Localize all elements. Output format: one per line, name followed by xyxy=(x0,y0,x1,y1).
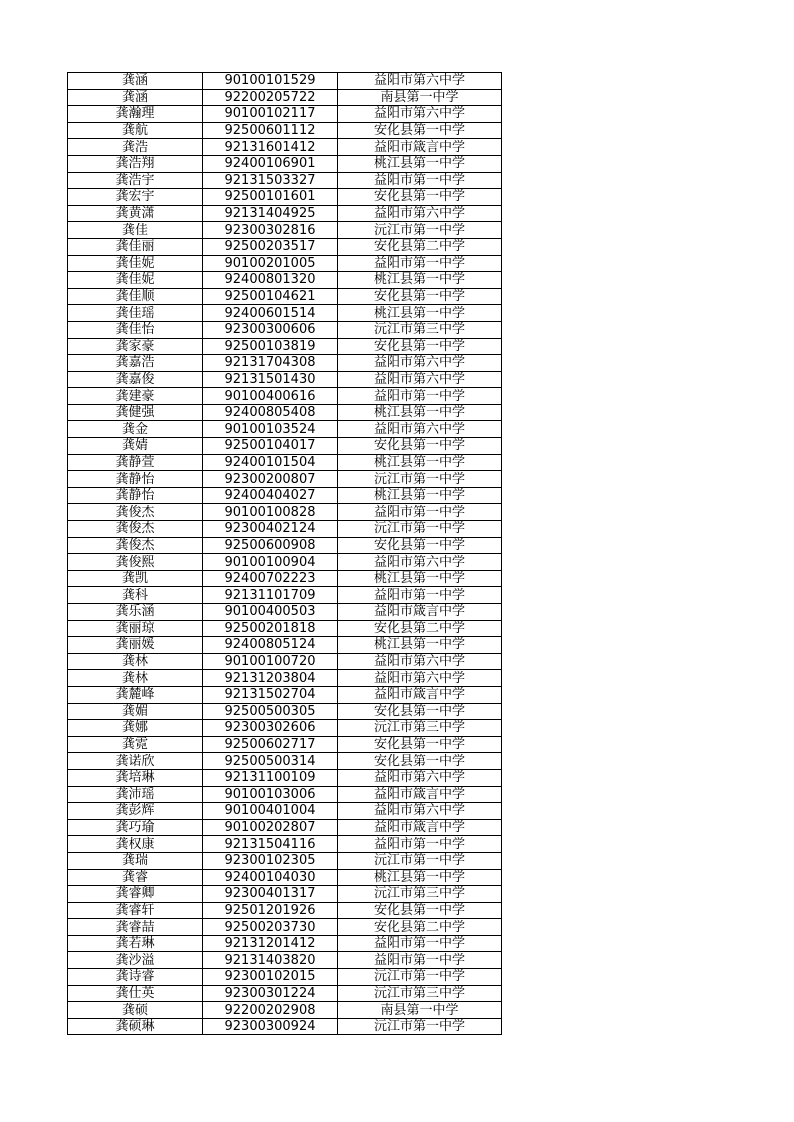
table-row xyxy=(68,471,502,488)
school-cell: 安化县第一中学 xyxy=(338,902,502,919)
school-cell: 安化县第一中学 xyxy=(338,122,502,139)
table-row xyxy=(68,952,502,969)
name-cell: 龚建豪 xyxy=(68,388,203,405)
name-cell: 龚睿 xyxy=(68,869,203,886)
table-row xyxy=(68,238,502,255)
table-row xyxy=(68,172,502,189)
table-row xyxy=(68,570,502,587)
exam-id-cell: 92400106901 xyxy=(203,155,338,172)
exam-id-cell: 92131203804 xyxy=(203,670,338,687)
table-row xyxy=(68,454,502,471)
school-cell: 沅江市第三中学 xyxy=(338,985,502,1002)
exam-id-cell: 92131503327 xyxy=(203,172,338,189)
exam-id-cell: 92400404027 xyxy=(203,487,338,504)
school-cell: 安化县第一中学 xyxy=(338,703,502,720)
exam-id-cell: 90100202807 xyxy=(203,819,338,836)
table-row xyxy=(68,869,502,886)
name-cell: 龚俊熙 xyxy=(68,554,203,571)
table-row xyxy=(68,1002,502,1019)
table-row xyxy=(68,836,502,853)
table-row xyxy=(68,686,502,703)
school-cell: 安化县第一中学 xyxy=(338,288,502,305)
table-row xyxy=(68,371,502,388)
table-row xyxy=(68,272,502,289)
name-cell: 龚乐涵 xyxy=(68,604,203,621)
school-cell: 桃江县第一中学 xyxy=(338,404,502,421)
school-cell: 桃江县第一中学 xyxy=(338,454,502,471)
exam-id-cell: 90100400616 xyxy=(203,388,338,405)
name-cell: 龚巧瑜 xyxy=(68,819,203,836)
table-row xyxy=(68,886,502,903)
name-cell: 龚睿喆 xyxy=(68,919,203,936)
name-cell: 龚静怡 xyxy=(68,487,203,504)
exam-id-cell: 92200205722 xyxy=(203,89,338,106)
table-row xyxy=(68,504,502,521)
name-cell: 龚麓峰 xyxy=(68,686,203,703)
school-cell: 沅江市第一中学 xyxy=(338,222,502,239)
table-row xyxy=(68,653,502,670)
school-cell: 桃江县第一中学 xyxy=(338,155,502,172)
exam-id-cell: 92500203517 xyxy=(203,238,338,255)
name-cell: 龚瀚理 xyxy=(68,106,203,123)
exam-id-cell: 92131502704 xyxy=(203,686,338,703)
name-cell: 龚林 xyxy=(68,653,203,670)
exam-id-cell: 92300102015 xyxy=(203,969,338,986)
school-cell: 益阳市第一中学 xyxy=(338,836,502,853)
name-cell: 龚佳妮 xyxy=(68,255,203,272)
exam-id-cell: 90100401004 xyxy=(203,803,338,820)
table-row xyxy=(68,487,502,504)
name-cell: 龚凯 xyxy=(68,570,203,587)
school-cell: 益阳市第一中学 xyxy=(338,587,502,604)
name-cell: 龚霓 xyxy=(68,736,203,753)
table-row xyxy=(68,736,502,753)
school-cell: 沅江市第一中学 xyxy=(338,471,502,488)
school-cell: 南县第一中学 xyxy=(338,1002,502,1019)
name-cell: 龚涵 xyxy=(68,89,203,106)
school-cell: 安化县第二中学 xyxy=(338,620,502,637)
name-cell: 龚权康 xyxy=(68,836,203,853)
exam-id-cell: 92500601112 xyxy=(203,122,338,139)
exam-id-cell: 92131704308 xyxy=(203,355,338,372)
exam-id-cell: 92131101709 xyxy=(203,587,338,604)
school-cell: 益阳市箴言中学 xyxy=(338,786,502,803)
name-cell: 龚健强 xyxy=(68,404,203,421)
name-cell: 龚宏宇 xyxy=(68,189,203,206)
school-cell: 益阳市第一中学 xyxy=(338,952,502,969)
exam-id-cell: 92400101504 xyxy=(203,454,338,471)
exam-id-cell: 90100102117 xyxy=(203,106,338,123)
exam-id-cell: 92300102305 xyxy=(203,852,338,869)
name-cell: 龚瑞 xyxy=(68,852,203,869)
exam-id-cell: 92300302606 xyxy=(203,720,338,737)
exam-id-cell: 92200202908 xyxy=(203,1002,338,1019)
school-cell: 益阳市第一中学 xyxy=(338,172,502,189)
exam-id-cell: 92131504116 xyxy=(203,836,338,853)
school-cell: 沅江市第一中学 xyxy=(338,852,502,869)
exam-id-cell: 92131501430 xyxy=(203,371,338,388)
school-cell: 益阳市第一中学 xyxy=(338,504,502,521)
school-cell: 桃江县第一中学 xyxy=(338,637,502,654)
table-row xyxy=(68,554,502,571)
name-cell: 龚媚 xyxy=(68,703,203,720)
name-cell: 龚浩宇 xyxy=(68,172,203,189)
name-cell: 龚浩 xyxy=(68,139,203,156)
exam-id-cell: 92500600908 xyxy=(203,537,338,554)
name-cell: 龚嘉浩 xyxy=(68,355,203,372)
school-cell: 安化县第一中学 xyxy=(338,537,502,554)
name-cell: 龚航 xyxy=(68,122,203,139)
name-cell: 龚睿卿 xyxy=(68,886,203,903)
table-row xyxy=(68,620,502,637)
name-cell: 龚嘉俊 xyxy=(68,371,203,388)
table-row xyxy=(68,902,502,919)
table-row xyxy=(68,521,502,538)
table-row xyxy=(68,670,502,687)
school-cell: 安化县第一中学 xyxy=(338,338,502,355)
exam-id-cell: 90100400503 xyxy=(203,604,338,621)
table-row xyxy=(68,421,502,438)
school-cell: 益阳市第六中学 xyxy=(338,73,502,90)
table-row xyxy=(68,73,502,90)
name-cell: 龚诗睿 xyxy=(68,969,203,986)
school-cell: 益阳市箴言中学 xyxy=(338,139,502,156)
exam-id-cell: 92300200807 xyxy=(203,471,338,488)
table-row xyxy=(68,189,502,206)
school-cell: 安化县第二中学 xyxy=(338,919,502,936)
school-cell: 沅江市第一中学 xyxy=(338,969,502,986)
exam-id-cell: 92131403820 xyxy=(203,952,338,969)
table-row xyxy=(68,139,502,156)
table-row xyxy=(68,222,502,239)
name-cell: 龚涵 xyxy=(68,73,203,90)
table-row xyxy=(68,753,502,770)
name-cell: 龚诺欣 xyxy=(68,753,203,770)
school-cell: 益阳市第六中学 xyxy=(338,653,502,670)
exam-id-cell: 92131201412 xyxy=(203,935,338,952)
school-cell: 益阳市箴言中学 xyxy=(338,819,502,836)
school-cell: 益阳市第六中学 xyxy=(338,205,502,222)
school-cell: 益阳市第一中学 xyxy=(338,388,502,405)
exam-id-cell: 90100101529 xyxy=(203,73,338,90)
name-cell: 龚浩翔 xyxy=(68,155,203,172)
table-row xyxy=(68,703,502,720)
exam-id-cell: 92300300924 xyxy=(203,1018,338,1035)
table-row xyxy=(68,919,502,936)
school-cell: 桃江县第一中学 xyxy=(338,305,502,322)
name-cell: 龚佳瑶 xyxy=(68,305,203,322)
name-cell: 龚家豪 xyxy=(68,338,203,355)
school-cell: 益阳市第六中学 xyxy=(338,670,502,687)
name-cell: 龚科 xyxy=(68,587,203,604)
school-cell: 桃江县第一中学 xyxy=(338,272,502,289)
table-row xyxy=(68,438,502,455)
table-row xyxy=(68,106,502,123)
exam-id-cell: 92400702223 xyxy=(203,570,338,587)
name-cell: 龚沙溢 xyxy=(68,952,203,969)
table-row xyxy=(68,969,502,986)
exam-id-cell: 90100103006 xyxy=(203,786,338,803)
exam-id-cell: 92500103819 xyxy=(203,338,338,355)
school-cell: 益阳市第一中学 xyxy=(338,255,502,272)
name-cell: 龚金 xyxy=(68,421,203,438)
table-row xyxy=(68,255,502,272)
name-cell: 龚俊杰 xyxy=(68,537,203,554)
name-cell: 龚培琳 xyxy=(68,769,203,786)
exam-id-cell: 92500602717 xyxy=(203,736,338,753)
table-row xyxy=(68,155,502,172)
exam-id-cell: 92500500314 xyxy=(203,753,338,770)
exam-id-cell: 92400601514 xyxy=(203,305,338,322)
exam-id-cell: 92300401317 xyxy=(203,886,338,903)
school-cell: 益阳市第六中学 xyxy=(338,371,502,388)
table-row xyxy=(68,355,502,372)
name-cell: 龚若琳 xyxy=(68,935,203,952)
school-cell: 沅江市第一中学 xyxy=(338,1018,502,1035)
school-cell: 益阳市箴言中学 xyxy=(338,604,502,621)
table-row xyxy=(68,338,502,355)
name-cell: 龚林 xyxy=(68,670,203,687)
exam-id-cell: 92501201926 xyxy=(203,902,338,919)
school-cell: 益阳市第六中学 xyxy=(338,803,502,820)
table-row xyxy=(68,637,502,654)
name-cell: 龚佳怡 xyxy=(68,321,203,338)
table-row xyxy=(68,537,502,554)
name-cell: 龚静怡 xyxy=(68,471,203,488)
name-cell: 龚佳顺 xyxy=(68,288,203,305)
exam-id-cell: 92131601412 xyxy=(203,139,338,156)
name-cell: 龚娜 xyxy=(68,720,203,737)
name-cell: 龚硕琳 xyxy=(68,1018,203,1035)
exam-id-cell: 90100100828 xyxy=(203,504,338,521)
name-cell: 龚仕英 xyxy=(68,985,203,1002)
exam-id-cell: 92131404925 xyxy=(203,205,338,222)
name-cell: 龚婧 xyxy=(68,438,203,455)
table-row xyxy=(68,321,502,338)
exam-id-cell: 92500500305 xyxy=(203,703,338,720)
exam-id-cell: 92400805408 xyxy=(203,404,338,421)
name-cell: 龚佳丽 xyxy=(68,238,203,255)
school-cell: 桃江县第一中学 xyxy=(338,570,502,587)
school-cell: 桃江县第一中学 xyxy=(338,487,502,504)
school-cell: 安化县第二中学 xyxy=(338,238,502,255)
name-cell: 龚彭辉 xyxy=(68,803,203,820)
table-row xyxy=(68,786,502,803)
table-row xyxy=(68,604,502,621)
table-row xyxy=(68,205,502,222)
table-row xyxy=(68,288,502,305)
school-cell: 安化县第一中学 xyxy=(338,189,502,206)
exam-id-cell: 92500101601 xyxy=(203,189,338,206)
table-row xyxy=(68,803,502,820)
exam-id-cell: 92300301224 xyxy=(203,985,338,1002)
table-row xyxy=(68,1018,502,1035)
student-table xyxy=(67,72,502,1035)
table-row xyxy=(68,122,502,139)
exam-id-cell: 92500203730 xyxy=(203,919,338,936)
exam-id-cell: 92400805124 xyxy=(203,637,338,654)
exam-id-cell: 92500104017 xyxy=(203,438,338,455)
exam-id-cell: 92300302816 xyxy=(203,222,338,239)
name-cell: 龚睿轩 xyxy=(68,902,203,919)
table-row xyxy=(68,587,502,604)
exam-id-cell: 90100201005 xyxy=(203,255,338,272)
exam-id-cell: 92300300606 xyxy=(203,321,338,338)
name-cell: 龚黄潇 xyxy=(68,205,203,222)
exam-id-cell: 92131100109 xyxy=(203,769,338,786)
school-cell: 益阳市第六中学 xyxy=(338,355,502,372)
table-row xyxy=(68,769,502,786)
school-cell: 益阳市第一中学 xyxy=(338,935,502,952)
table-row xyxy=(68,305,502,322)
table-row xyxy=(68,935,502,952)
school-cell: 南县第一中学 xyxy=(338,89,502,106)
name-cell: 龚丽媛 xyxy=(68,637,203,654)
school-cell: 沅江市第一中学 xyxy=(338,521,502,538)
exam-id-cell: 92400104030 xyxy=(203,869,338,886)
school-cell: 益阳市第六中学 xyxy=(338,421,502,438)
exam-id-cell: 90100100720 xyxy=(203,653,338,670)
name-cell: 龚丽琼 xyxy=(68,620,203,637)
school-cell: 安化县第一中学 xyxy=(338,736,502,753)
school-cell: 桃江县第一中学 xyxy=(338,869,502,886)
table-body xyxy=(68,73,502,1035)
table-row xyxy=(68,819,502,836)
name-cell: 龚佳 xyxy=(68,222,203,239)
school-cell: 益阳市第六中学 xyxy=(338,769,502,786)
school-cell: 沅江市第三中学 xyxy=(338,720,502,737)
school-cell: 益阳市第六中学 xyxy=(338,106,502,123)
name-cell: 龚静萱 xyxy=(68,454,203,471)
school-cell: 安化县第一中学 xyxy=(338,438,502,455)
exam-id-cell: 92500201818 xyxy=(203,620,338,637)
school-cell: 安化县第一中学 xyxy=(338,753,502,770)
table-row xyxy=(68,89,502,106)
school-cell: 沅江市第三中学 xyxy=(338,886,502,903)
table-row xyxy=(68,388,502,405)
name-cell: 龚硕 xyxy=(68,1002,203,1019)
school-cell: 益阳市第六中学 xyxy=(338,554,502,571)
exam-id-cell: 92400801320 xyxy=(203,272,338,289)
name-cell: 龚佳妮 xyxy=(68,272,203,289)
name-cell: 龚沛瑶 xyxy=(68,786,203,803)
table-row xyxy=(68,404,502,421)
table-row xyxy=(68,985,502,1002)
table-row xyxy=(68,852,502,869)
exam-id-cell: 92300402124 xyxy=(203,521,338,538)
name-cell: 龚俊杰 xyxy=(68,521,203,538)
name-cell: 龚俊杰 xyxy=(68,504,203,521)
school-cell: 沅江市第三中学 xyxy=(338,321,502,338)
exam-id-cell: 90100100904 xyxy=(203,554,338,571)
table-row xyxy=(68,720,502,737)
exam-id-cell: 90100103524 xyxy=(203,421,338,438)
exam-id-cell: 92500104621 xyxy=(203,288,338,305)
school-cell: 益阳市箴言中学 xyxy=(338,686,502,703)
